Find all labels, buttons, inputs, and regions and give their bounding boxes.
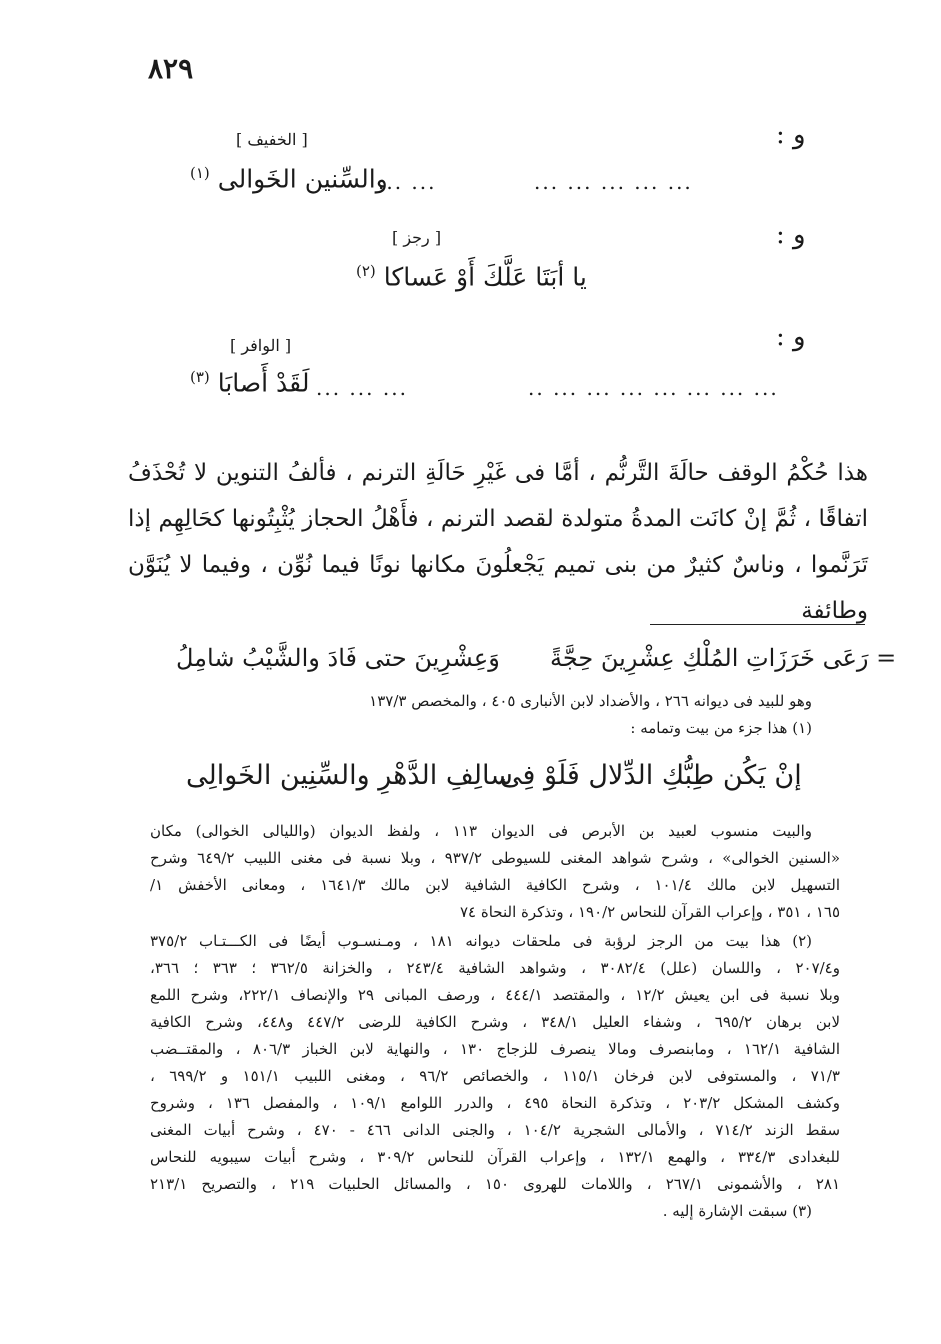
footnote-line: (٢) هذا بيت من الرجز لرؤبة فى ملحقات ديوانه ١٨١ ، ومـنسـوب أيضًا فى الكـــتـاب ٣٧٥/٢ bbox=[150, 932, 812, 950]
footnote-line: لابن برهان ٦٩٥/٢ ، وشفاء العليل ٣٤٨/١ ، وشرح الكافية للرضى ٤٤٧/٢ و٤٤٨، وشرح الكافية bbox=[150, 1013, 840, 1031]
quoted-verse bbox=[190, 164, 388, 193]
quoted-verse bbox=[356, 262, 587, 291]
footnote-line: ٧١/٣ ، والمستوفى لابن فرخان ١١٥/١ ، والخصائص ٩٦/٢ ، ومغنى اللبيب ١٥١/١ و ٦٩٩/٢ ، bbox=[150, 1067, 840, 1085]
footnote-separator bbox=[650, 624, 865, 625]
footnote-ref: (٢) bbox=[356, 262, 376, 280]
footnote-line: وكشف المشكل ٢٠٣/٢ ، وتذكرة النحاة ٤٩٥ ، والدرر اللوامع ١٠٩/١ ، والمفصل ١٣٦ ، وشروح bbox=[150, 1094, 840, 1112]
body-line: اتفاقًا ، ثُمَّ إنْ كانَت المدةُ متولدة لقصد الترنم ، فأَهْلُ الحجاز يُثْبِتُونها كحَالِهِم إذا bbox=[128, 506, 868, 532]
verse-text: يا أبَتَا عَلَّكَ أَوْ عَساكا bbox=[383, 262, 587, 292]
footnote-line: وهو للبيد فى ديوانه ٢٦٦ ، والأضداد لابن الأنبارى ٤٠٥ ، والمخصص ١٣٧/٣ bbox=[369, 692, 812, 710]
footnote-line: والبيت منسوب لعبيد بن الأبرص فى الديوان ١١٣ ، ولفظ الديوان (والليالى الخوالى) مكان bbox=[150, 822, 812, 840]
footnote-1-intro: (١) هذا جزء من بيت وتمامه : bbox=[630, 719, 812, 737]
footnote-line: وبلا نسبة فى ابن يعيش ١٢/٢ ، والمقتصد ٤٤٤/١ ، ورصف المبانى ٢٩ والإنصاف ٢٢٢/١، وشرح اللمع bbox=[150, 986, 841, 1004]
footnote-ref: (٣) bbox=[190, 368, 210, 386]
footnote-line: للبغدادى ٣٣٤/٣ ، والهمع ١٣٢/١ ، وإعراب القرآن للنحاس ٣٠٩/٢ ، وشرح أبيات سيبويه للنحاس bbox=[150, 1148, 840, 1166]
ellipsis-left: ... ... ... bbox=[316, 376, 408, 400]
verse-text: والسِّنين الخَوالى bbox=[217, 164, 388, 194]
meter-label: [ الخفيف ] bbox=[236, 130, 308, 149]
footnote-3: (٣) سبقت الإشارة إليه . bbox=[662, 1202, 812, 1220]
conjunction-marker: و : bbox=[776, 322, 806, 352]
footnote-1-verse-second-hemistich: سالِفِ الدَّهْرِ والسِّنِين الخَوالِى bbox=[186, 760, 513, 791]
footnote-verse-first-hemistich: = رَعَى خَرَزَاتِ المُلْكِ عِشْرِينَ حِجَّةً bbox=[550, 644, 897, 672]
footnote-verse-second-hemistich: وَعِشْرِينَ حتى فَادَ والشَّيْبُ شامِلُ bbox=[176, 644, 500, 672]
footnote-line: سقط الزند ٧١٤/٢ ، والأمالى الشجرية ١٠٤/٢ ، والجنى الدانى ٤٦٦ - ٤٧٠ ، وشرح أبيات المغنى bbox=[150, 1121, 841, 1139]
footnote-block bbox=[150, 688, 840, 742]
footnote-line: ٢٨١ ، والأشمونى ٢٦٧/١ ، واللامات للهروى ١٥٠ ، والمسائل الحلبيات ٢١٩ ، والتصريح ٢١٣/١ bbox=[150, 1175, 840, 1193]
meter-label: [ رجز ] bbox=[392, 228, 442, 247]
footnote-1-verse-first-hemistich: إنْ يَكُن طِبُّكِ الدِّلال فَلَوْ فِى bbox=[500, 760, 802, 791]
ellipsis-right: ... ... ... ... ... bbox=[534, 170, 693, 194]
meter-label: [ الوافر ] bbox=[230, 336, 292, 355]
ellipsis-right: .. ... ... ... ... ... ... ... bbox=[528, 376, 779, 400]
footnote-ref: (١) bbox=[190, 164, 210, 182]
footnote-line: و٢٠٧/٤ ، واللسان (علل) ٣٠٨٢/٤ ، وشواهد الشافية ٢٤٣/٤ ، والخزانة ٣٦٢/٥ ؛ ٣٦٣ ؛ ٣٦٦، bbox=[150, 959, 840, 977]
body-paragraph bbox=[128, 450, 868, 634]
quoted-verse bbox=[190, 368, 309, 397]
footnote-2-body bbox=[150, 928, 840, 1225]
footnote-1-body bbox=[150, 818, 840, 926]
verse-text: لَقَدْ أَصابَا bbox=[217, 368, 310, 398]
footnote-line: ١٦٥ ، ٣٥١ ، وإعراب القرآن للنحاس ١٩٠/٢ ، وتذكرة النحاة ٧٤ bbox=[459, 903, 840, 921]
body-line: هذا حُكْمُ الوقف حالَةَ التَّرنُّم ، أمَّا فى غَيْرِ حَالَةِ الترنم ، فألفُ التنوين لا تُحْذَفُ bbox=[128, 460, 868, 486]
page-number: ٨٢٩ bbox=[148, 52, 194, 85]
ellipsis-left: ... ... bbox=[378, 170, 437, 194]
conjunction-marker: و : bbox=[776, 220, 806, 250]
footnote-line: التسهيل لابن مالك ١٠١/٤ ، وشرح الكافية الشافية لابن مالك ١٦٤١/٣ ، ومعانى الأخفش ١/ bbox=[150, 876, 840, 894]
conjunction-marker: و : bbox=[776, 120, 806, 150]
footnote-line: «السنين الخوالى» ، وشرح شواهد المغنى للسيوطى ٩٣٧/٢ ، وبلا نسبة فى مغنى اللبيب ٦٤٩/٢ وشرح bbox=[150, 849, 841, 867]
body-line: تَرَنَّموا ، وناسٌ كثيرٌ من بنى تميم يَجْعلُونَ مكانها نونًا فيما نُوِّن ، وفيما لا يُنَوَّن وطائفة bbox=[128, 552, 868, 624]
footnote-line: الشافية ١٦٢/١ ، ومابنصرف ومالا ينصرف للزجاج ١٣٠ ، والنهاية لابن الخباز ٨٠٦/٣ ، والمقتــضب bbox=[150, 1040, 841, 1058]
